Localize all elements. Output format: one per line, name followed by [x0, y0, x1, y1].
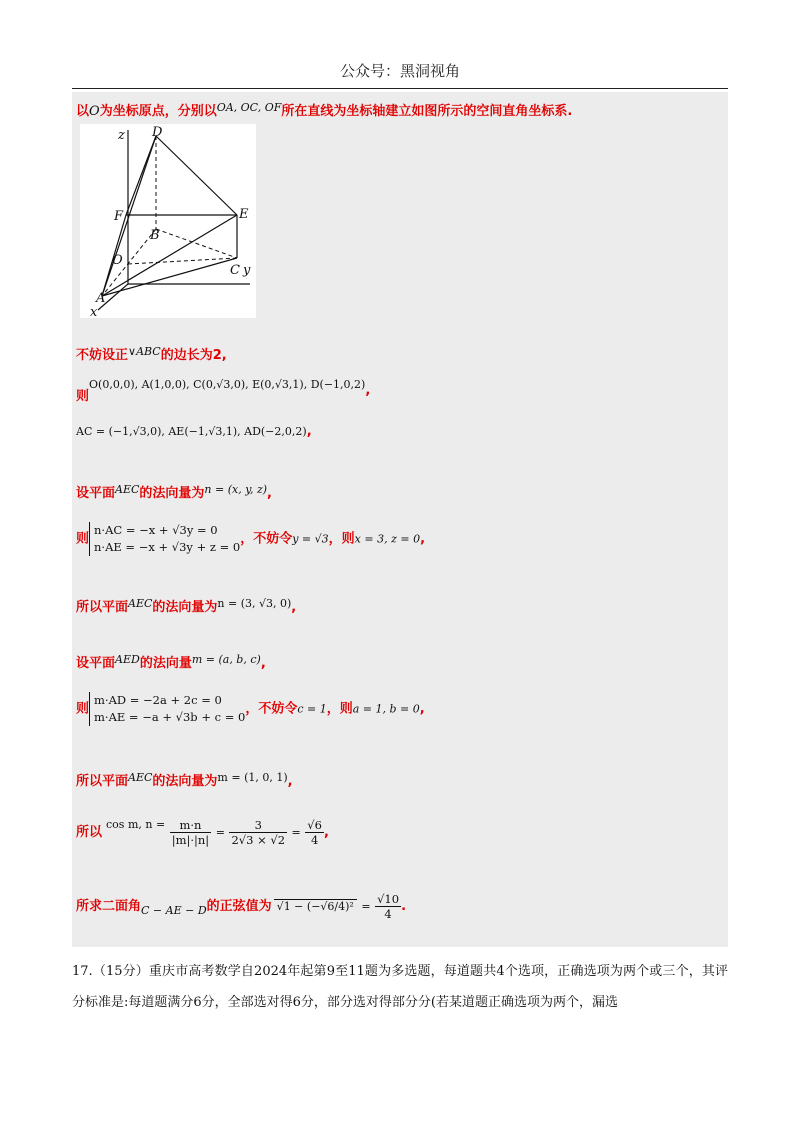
coordinate-figure [80, 124, 256, 318]
equation-system-2: m·AD = −2a + 2c = 0 m·AE = −a + √3b + c = 0 [89, 692, 245, 726]
solution-line-6: 则 n·AC = −x + √3y = 0 n·AE = −x + √3y + z = 0 ，不妨令y = √3，则x = 3, z = 0, [76, 523, 426, 554]
sqrt-expression: √1 − (−√6/4)² [274, 899, 357, 913]
solution-line-2: 不妨设正$^{\vee ABC}$的边长为2, [76, 345, 227, 363]
label-x: x [90, 305, 98, 318]
problem-17: 17.（15分）重庆市高考数学自2024年起第9至11题为多选题，每道题共4个选项，正确选项为两个或三个，其评分标准是:每道题满分6分，全部选对得6分，部分选对得部分分(若某道题正确选项为两个，漏选 [72, 964, 728, 1010]
label-F: F [114, 209, 124, 224]
label-z: z [118, 128, 125, 143]
fraction-4: $\frac{√10}{4}$ [377, 892, 400, 921]
fraction-2: $\frac{3}{2√3 \times √2}$ [231, 818, 286, 847]
geometry-diagram [80, 124, 256, 318]
solution-line-8: 设平面$^{AED}$的法向量$^{m = (a, b, c)}$, [76, 653, 266, 671]
equation-system-1: n·AC = −x + √3y = 0 n·AE = −x + √3y + z = 0 [89, 522, 240, 556]
solution-line-7: 所以平面$^{AEC}$的法向量为$^{n = (3, √3, 0)}$, [76, 597, 297, 615]
page-header: 公众号：黑洞视角 [339, 62, 460, 80]
solution-line-12: 所求二面角$_{C - AE - D}$的正弦值为 √1 − (−√6/4)² = $\frac{√10}{4}$ . [76, 892, 407, 921]
solution-line-3: 则$^{O(0,0,0), A(1,0,0), C(0,√3,0), E(0,√3,1), D(-1,0,2)}$, [76, 378, 371, 404]
solution-line-5: 设平面$^{AEC}$的法向量为$^{n = (x, y, z)}$, [76, 483, 272, 501]
header-divider [72, 88, 728, 89]
solution-line-10: 所以平面$^{AEC}$的法向量为$^{m = (1, 0, 1)}$, [76, 771, 293, 789]
label-A: A [96, 291, 106, 306]
label-y: y [243, 263, 251, 278]
solution-line-1: 以O为坐标原点，分别以$^{OA, OC, OF}$所在直线为坐标轴建立如图所示的空间直角坐标系. [76, 101, 573, 119]
solution-line-4: AC = (−1,√3,0), AE(−1,√3,1), AD(−2,0,2), [76, 424, 312, 439]
label-B: B [150, 228, 160, 243]
label-E: E [239, 207, 249, 222]
solution-line-11: 所以$^{cos m, n =}$ $\frac{m\cdot n}{|m|\cdot|n|}$ = $\frac{3}{2√3 \times √2}$ = $\frac{√6}{4}$ , [76, 818, 329, 847]
label-D: D [152, 125, 163, 140]
label-O: O [112, 253, 123, 268]
label-C: C [230, 263, 240, 278]
solution-line-9: 则 m·AD = −2a + 2c = 0 m·AE = −a + √3b + c = 0 ，不妨令c = 1，则a = 1, b = 0, [76, 693, 425, 724]
solution-block [72, 92, 728, 947]
fraction-1: $\frac{m\cdot n}{|m|\cdot|n|}$ [171, 818, 210, 847]
fraction-3: $\frac{√6}{4}$ [307, 818, 322, 847]
